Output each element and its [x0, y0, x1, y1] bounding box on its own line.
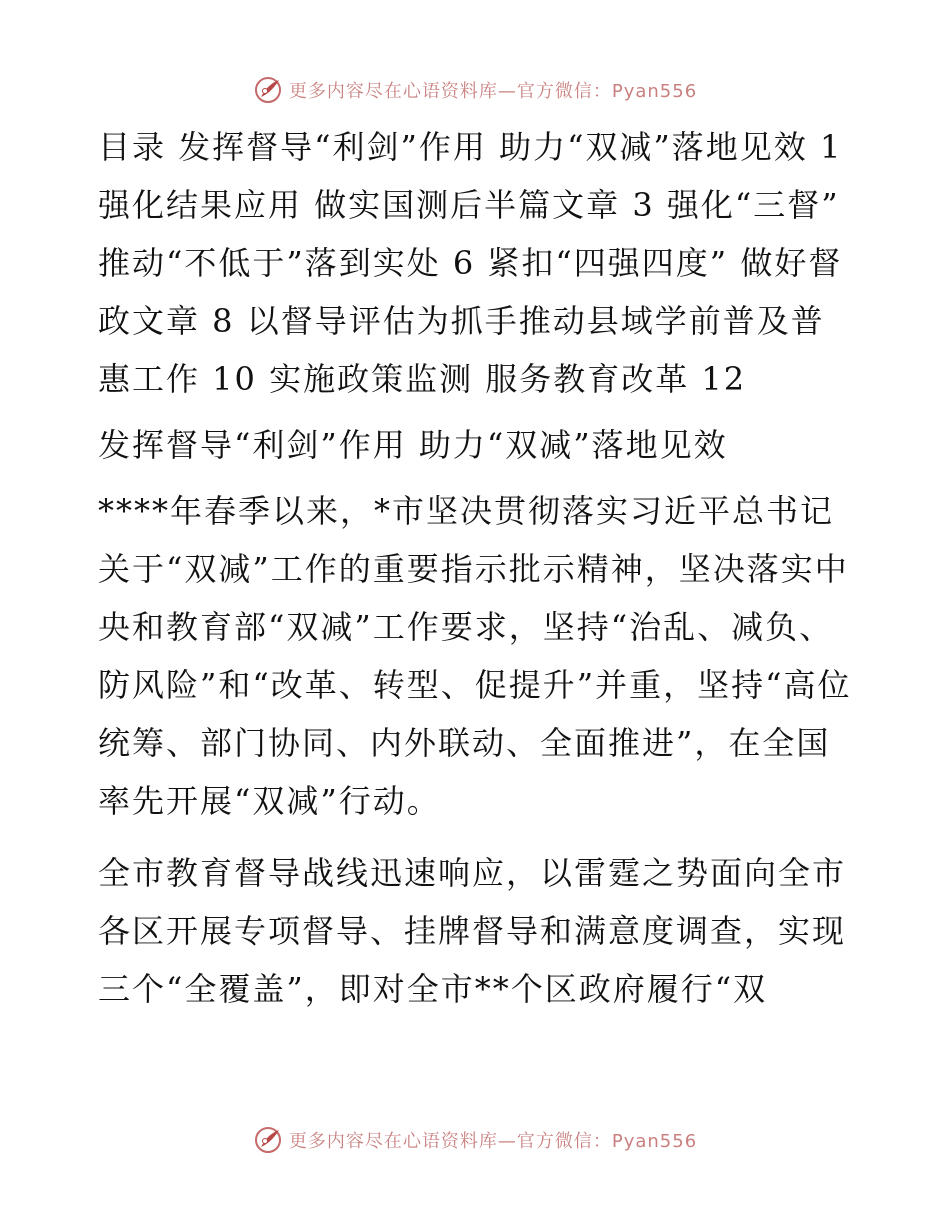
body-paragraph: ****年春季以来，*市坚决贯彻落实习近平总书记关于“双减”工作的重要指示批示精神，坚决落实中央和教育部“双减”工作要求，坚持“治乱、减负、防风险”和“改革、转型、促提升”并重，坚持“高位统筹、部门协同、内外联动、全面推进”，在全国率先开展“双减”行动。 [98, 492, 852, 820]
section-heading: 发挥督导“利剑”作用 助力“双减”落地见效 [98, 426, 728, 464]
quill-logo-icon [253, 75, 283, 105]
watermark-text: 更多内容尽在心语资料库—官方微信：Pyan556 [288, 81, 698, 102]
table-of-contents: 目录 发挥督导“利剑”作用 助力“双减”落地见效 1 强化结果应用 做实国测后半篇文章 3 强化“三督” 推动“不低于”落到实处 6 紧扣“四强四度” 做好督政文章 8 以督导评估为抓手推动县域学前普及普惠工作 10 实施政策监测 服务教育改革 12 [98, 128, 843, 398]
quill-logo-icon [253, 1125, 283, 1155]
watermark-text: 更多内容尽在心语资料库—官方微信：Pyan556 [288, 1131, 698, 1152]
body-paragraph: 全市教育督导战线迅速响应，以雷霆之势面向全市各区开展专项督导、挂牌督导和满意度调查，实现三个“全覆盖”，即对全市**个区政府履行“双 [98, 854, 847, 1008]
document-body [98, 118, 858, 1032]
watermark-footer [0, 1120, 950, 1160]
watermark-header [0, 70, 950, 110]
